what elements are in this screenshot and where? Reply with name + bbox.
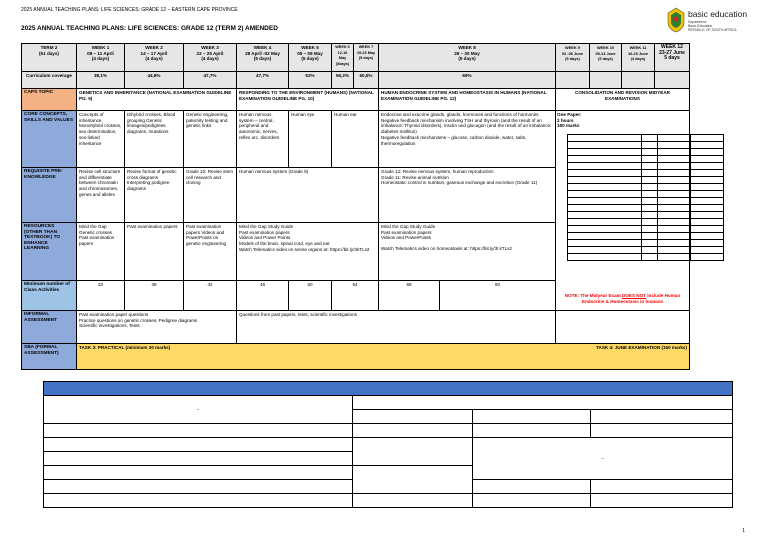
caps-topic-environment: RESPONDING TO THE ENVIRONMENT (HUMANS) (NATIONAL EXAMINATION GUIDELINE PG. 10)	[237, 89, 379, 111]
coverage-value: 47,7%	[184, 72, 237, 89]
activity-count: 58	[379, 281, 440, 310]
sba-tasks	[77, 344, 690, 370]
informal-row	[22, 311, 747, 344]
coverage-label: Curriculum coverage	[22, 72, 77, 89]
coverage-value: 69%	[379, 72, 556, 89]
sba-row	[22, 344, 747, 370]
resources-week-4-7: Mind the Gap Study Guide Past examination papers Videos and Power Points Models of the brain, spinal cord, eye and ear Watch Telematics video on sense organs at: https://bit.ly/3kTLx2	[237, 223, 379, 281]
dbe-logo	[666, 5, 756, 39]
prereq-week-1: Revise cell structure and differentiate between chromatin and chromosomes, genes and alleles	[77, 168, 125, 223]
week-11-header: WEEK 11 16-20 June (4 days)	[622, 44, 655, 72]
core-week-4: Human nervous system – central, peripheral and autonomic, nerves, reflex arc, disorders	[237, 111, 289, 168]
coverage-row	[22, 72, 747, 89]
activity-count: 39	[125, 281, 184, 311]
week-3-header: WEEK 3 22 – 25 April (4 days)	[184, 44, 237, 72]
exam-panel	[556, 111, 690, 311]
logo-name: basic education	[688, 9, 748, 19]
term-header: TERM 2 (51 days)	[22, 44, 77, 72]
running-header: 2025 ANNUAL TEACHING PLANS: LIFE SCIENCES: GRADE 12 – EASTERN CAPE PROVINCE	[21, 7, 238, 13]
coverage-value: 47,7%	[237, 72, 289, 89]
coat-of-arms-icon	[666, 7, 686, 33]
week-9-header: WEEK 9 02 -06 June (5 days)	[556, 44, 590, 72]
bottom-dash-2: –	[473, 438, 733, 480]
prereq-week-8: Grade 12: Revise nervous system, human reproduction Grade 11: Revise animal nutrition Homeostatic control in nutrition, gaseous exchange and excretion (Grade 11)	[379, 168, 556, 223]
week-4-header: WEEK 4 28 April -02 May (5 days)	[237, 44, 289, 72]
coverage-value: 52%	[289, 72, 332, 89]
core-week-6-7: Human ear	[332, 111, 379, 168]
weeks-row	[22, 44, 747, 72]
page-number: 1	[742, 528, 745, 534]
prerequisite-label: REQUISITE PRE-KNOWLEDGE	[22, 168, 77, 223]
week-1-header: WEEK 1 08 – 11 April (4 days)	[77, 44, 125, 72]
resources-week-8: Mind the Gap Study Guide Past examination papers Videos and PowerPoints Watch Telematics video on homeostasis at: https://bit.ly/3l kTLx2	[379, 223, 556, 281]
activity-count: 46	[237, 281, 289, 311]
activity-count: 54	[332, 281, 379, 311]
week-5-header: WEEK 5 05 – 09 May (5 days)	[289, 44, 332, 72]
core-week-5: Human eye	[289, 111, 332, 168]
activity-count: 50	[289, 281, 332, 311]
task-3-practical: TASK 3: PRACTICAL (minimum 30 marks)	[79, 345, 171, 350]
logo-subtext: Department: Basic Education REPUBLIC OF SOUTH AFRICA	[688, 20, 737, 33]
exam-grid	[567, 134, 724, 261]
prereq-week-3: Grade 10: Revise stem cell research and cloning	[184, 168, 237, 223]
coverage-value: 38,1%	[77, 72, 125, 89]
prereq-week-4-7: Human nervous system (Grade 9)	[237, 168, 379, 223]
activity-count: 42	[184, 281, 237, 311]
resources-week-1: Mind the Gap Genetic crosses Past examination papers	[77, 223, 125, 281]
week-10-header: WEEK 10 09-13 June (5 days)	[590, 44, 622, 72]
resources-week-3: Past examination papers Videos and PowerPoints on genetic engineering	[184, 223, 237, 281]
activities-label: Minimum number of Class Activities	[22, 281, 77, 311]
informal-assessment-genetics: Past examination paper questions Practice questions on genetic crosses, Pedigree diagrams Scientific investigations, Tests	[77, 311, 237, 344]
bottom-dash-1: –	[44, 396, 353, 424]
week-8-header: WEEK 8 26 – 30 May (5 days)	[379, 44, 556, 72]
informal-label: INFORMAL ASSESSMENT	[22, 311, 77, 344]
caps-row	[22, 89, 747, 111]
bottom-empty-table	[43, 381, 733, 508]
core-week-2: Dihybrid crosses, Blood grouping Genetic lineages/pedigrees diagrams, mutations	[125, 111, 184, 168]
prereq-week-2: Revise format of genetic cross diagrams Interpreting pedigree diagrams	[125, 168, 184, 223]
caps-topic-consolidation: CONSOLIDATION AND REVISION MIDYEAR EXAMINATIONS	[556, 89, 690, 111]
document-title: 2025 ANNUAL TEACHING PLANS: LIFE SCIENCES: GRADE 12 (TERM 2) AMENDED	[21, 25, 278, 32]
coverage-value: 44,8%	[125, 72, 184, 89]
exam-info: One Paper: 2 hours 150 marks	[557, 112, 582, 129]
core-week-8: Endocrine and exocrine glands, glands, hormones and functions of hormones Negative feedback mechanism involving TSH and thyroxin (and the result of an imbalance: Thyroid disorders), insulin and glucagon (and the result of an imbalance: diabetes mellitus) Negative feedback mechanisms – glucose, carbon dioxide, water, salts, thermoregulation	[379, 111, 556, 168]
activity-count: 60	[494, 282, 501, 287]
week-2-header: WEEK 2 14 – 17 April (4 days)	[125, 44, 184, 72]
activity-count-week-8	[379, 281, 556, 311]
task-4-june-exam: TASK 4: JUNE EXAMINATION (150 marks)	[596, 345, 687, 350]
teaching-plan-table	[21, 43, 747, 370]
coverage-value: 56,2%	[332, 72, 354, 89]
core-concepts-row	[22, 111, 747, 168]
coverage-value: 60,5%	[354, 72, 379, 89]
core-concepts-label: CORE CONCEPTS, SKILLS AND VALUES	[22, 111, 77, 168]
week-12-header: WEEK 12 23-27 June 5 days	[655, 44, 690, 72]
midyear-note: NOTE: The Midyear Exam DOES NOT include Human Endocrine & Homeostasis in humans	[556, 311, 690, 344]
resources-week-2: Past examination papers	[125, 223, 184, 281]
core-week-3: Genetic engineering, paternity testing and genetic links	[184, 111, 237, 168]
week-6-header: WEEK 6 12-16 May (5days)	[332, 44, 354, 72]
caps-topic-genetics: GENETICS AND INHERITANCE (NATIONAL EXAMINATION GUIDELINE PG. 9)	[77, 89, 237, 111]
activity-count: 33	[77, 281, 125, 311]
caps-topic-endocrine: HUMAN ENDOCRINE SYSTEM AND HOMEOSTASIS IN HUMANS (NATIONAL EXAMINATION GUIDELINE PG. 12)	[379, 89, 556, 111]
week-7-header: WEEK 7 19-23 May (5 days)	[354, 44, 379, 72]
caps-label: CAPS TOPIC	[22, 89, 77, 111]
informal-assessment-other: Questions from past papers, tests, scientific investigations	[237, 311, 556, 344]
sba-label: SBA (FORMAL ASSESSMENT)	[22, 344, 77, 370]
core-week-1: Concepts of inheritance, Monohybrid crosses, sex determination, sex-linked inheritance	[77, 111, 125, 168]
resources-label: RESOURCES (OTHER THAN TEXTBOOK) TO ENHANCE LEARNING	[22, 223, 77, 281]
